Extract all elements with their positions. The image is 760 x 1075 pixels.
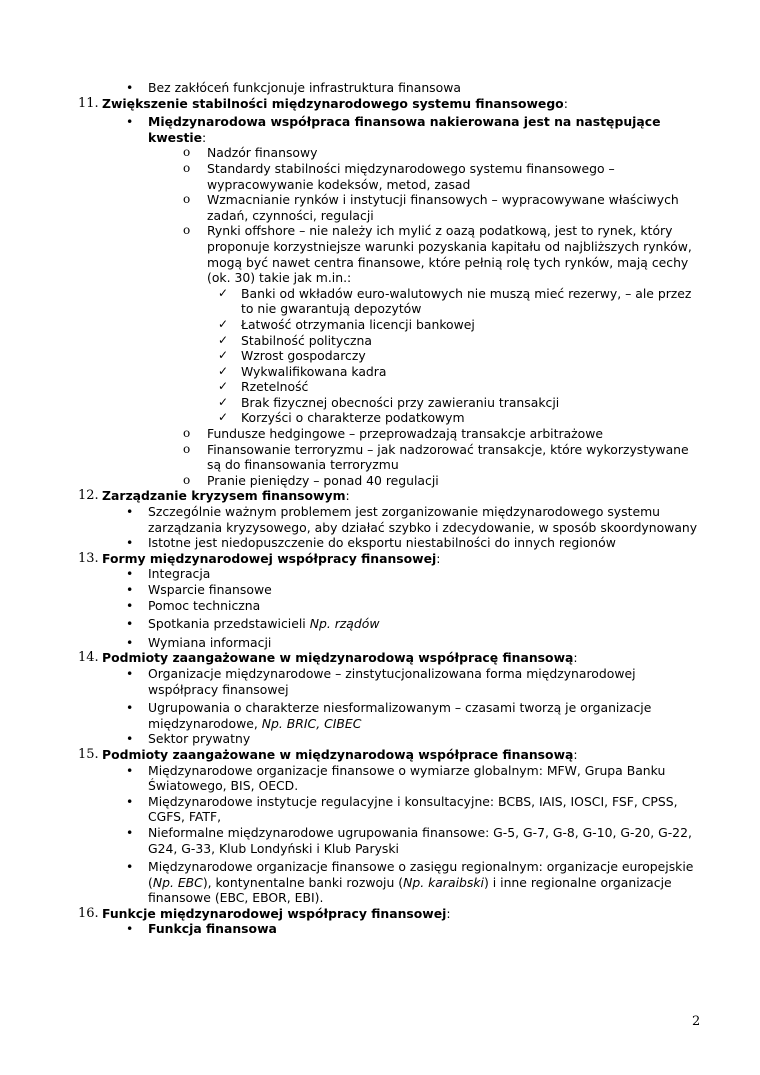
- s11-subitem-1: [78, 145, 698, 161]
- section-title: Podmioty zaangażowane w międzynarodową współprace finansową: [102, 746, 574, 762]
- bullet-text: Funkcja finansowa: [148, 921, 277, 937]
- bullet-dot-icon: •: [126, 859, 134, 875]
- check-text: Wykwalifikowana kadra: [241, 363, 387, 379]
- section-15-heading: [78, 747, 698, 763]
- bullet-text: Wsparcie finansowe: [148, 582, 272, 597]
- s11-check-8: [78, 410, 698, 426]
- section-colon: :: [573, 746, 578, 762]
- check-text: Rzetelność: [241, 379, 309, 395]
- section-title: Podmioty zaangażowane w międzynarodową współpracę finansową: [102, 650, 574, 666]
- bullet-text: Międzynarodowe organizacje finansowe o wymiarze globalnym: MFW, Grupa Banku Światowego, BIS, OECD.: [148, 762, 666, 794]
- section-colon: :: [345, 488, 350, 504]
- bullet-dot-icon: •: [126, 597, 134, 613]
- check-text: Łatwość otrzymania licencji bankowej: [241, 316, 475, 332]
- checkmark-icon: ✓: [218, 363, 229, 378]
- section-title: Formy międzynarodowej współpracy finansowej: [102, 550, 437, 566]
- bullet-italic-text: Np. EBC: [152, 874, 203, 890]
- check-text: Wzrost gospodarczy: [241, 348, 366, 364]
- s12-bullet-1: [78, 504, 698, 535]
- bullet-dot-icon: •: [126, 582, 134, 597]
- bullet-italic-text: Np. karaibski: [403, 874, 484, 890]
- s11-check-4: [78, 348, 698, 364]
- bullet-italic-text: Np. rządów: [309, 616, 380, 632]
- section-16-heading: [78, 906, 698, 922]
- bullet-text: Spotkania przedstawicieli: [148, 616, 310, 632]
- bullet-dot-icon: •: [126, 504, 134, 520]
- s13-bullet-4: [78, 616, 698, 632]
- section-number: 13.: [78, 550, 99, 566]
- s11-subitem-5: [78, 426, 698, 442]
- checkmark-icon: ✓: [218, 332, 229, 347]
- bullet-dot-icon: •: [126, 80, 134, 95]
- s15-bullet-3: [78, 825, 698, 856]
- checkmark-icon: ✓: [218, 316, 229, 331]
- subitem-text: Nadzór finansowy: [207, 145, 318, 161]
- bullet-circle-icon: o: [183, 145, 191, 160]
- section-11-heading: [78, 96, 698, 112]
- subitem-text: Rynki offshore – nie należy ich mylić z oazą podatkową, jest to rynek, który proponuje korzystniejsze warunki pozyskania kapitału od najbliższych rynków, mogą być nawet centra finansowe, które pełnią rolę tych rynków, mają cechy (ok. 30) takie jak m.in.:: [207, 223, 692, 286]
- check-text: Banki od wkładów euro-walutowych nie muszą mieć rezerwy, – ale przez to nie gwarantują depozytów: [241, 285, 692, 317]
- section-title: Zarządzanie kryzysem finansowym: [102, 488, 346, 504]
- s15-bullet-1: [78, 763, 698, 794]
- subitem-text: Fundusze hedgingowe – przeprowadzają transakcje arbitrażowe: [207, 426, 604, 442]
- bullet-text: Pomoc techniczna: [148, 597, 261, 613]
- check-text: Brak fizycznej obecności przy zawieraniu transakcji: [241, 394, 560, 410]
- section-colon: :: [446, 905, 451, 921]
- s13-bullet-2: [78, 582, 698, 598]
- s11-subitem-6: [78, 442, 698, 473]
- s14-bullet-2: [78, 700, 698, 731]
- checkmark-icon: ✓: [218, 348, 229, 363]
- bullet-text: Międzynarodowe organizacje finansowe o zasięgu regionalnym: organizacje europejskie (: [148, 859, 694, 890]
- subitem-text: Pranie pieniędzy – ponad 40 regulacji: [207, 472, 439, 488]
- section-colon: :: [573, 650, 578, 666]
- bullet-dot-icon: •: [126, 114, 134, 130]
- bullet-circle-icon: o: [183, 192, 191, 207]
- bullet-circle-icon: o: [183, 426, 191, 441]
- s11-check-6: [78, 379, 698, 395]
- s11-subitem-7: [78, 473, 698, 489]
- s11-check-2: [78, 317, 698, 333]
- s11-subitem-4: [78, 223, 698, 285]
- section-12-heading: [78, 488, 698, 504]
- check-text: Stabilność polityczna: [241, 332, 372, 348]
- s11-check-3: [78, 333, 698, 349]
- document-body: [78, 80, 698, 937]
- bullet-circle-icon: o: [183, 223, 191, 238]
- bullet-text: Organizacje międzynarodowe – zinstytucjonalizowana forma międzynarodowej współpracy finansowej: [148, 665, 636, 697]
- s11-subitem-3: [78, 192, 698, 223]
- section-title: Zwiększenie stabilności międzynarodowego systemu finansowego: [102, 95, 564, 111]
- bullet-circle-icon: o: [183, 441, 191, 456]
- bullet-dot-icon: •: [126, 634, 134, 650]
- section-number: 11.: [78, 95, 99, 111]
- s11-check-7: [78, 395, 698, 411]
- bullet-dot-icon: •: [126, 616, 134, 632]
- s13-bullet-1: [78, 566, 698, 582]
- checkmark-icon: ✓: [218, 285, 229, 300]
- subitem-text: Standardy stabilności międzynarodowego systemu finansowego – wypracowywanie kodeksów, metod, zasad: [207, 160, 615, 192]
- section-number: 16.: [78, 905, 99, 921]
- bullet-text: Integracja: [148, 566, 211, 582]
- s15-bullet-4: [78, 859, 698, 906]
- bullet-dot-icon: •: [126, 566, 134, 582]
- checkmark-icon: ✓: [218, 379, 229, 394]
- s16-bullet-1: [78, 921, 698, 937]
- section-14-heading: [78, 650, 698, 666]
- bullet-text: ), kontynentalne banki rozwoju (: [202, 874, 404, 890]
- bullet-text: Międzynarodowe instytucje regulacyjne i konsultacyjne: BCBS, IAIS, IOSCI, FSF, CPSS, CGFS, FATF,: [148, 793, 678, 825]
- s11-check-5: [78, 364, 698, 380]
- s11-bullet-1: [78, 114, 698, 145]
- intro-text: Bez zakłóceń funkcjonuje infrastruktura finansowa: [148, 80, 461, 95]
- s13-bullet-5: [78, 635, 698, 651]
- bullet-text: Ugrupowania o charakterze niesformalizowanym – czasami tworzą je organizacje międzynarodowe,: [148, 700, 652, 731]
- section-number: 12.: [78, 488, 99, 504]
- bullet-dot-icon: •: [126, 535, 134, 551]
- bullet-text: Istotne jest niedopuszczenie do eksportu niestabilności do innych regionów: [148, 535, 616, 551]
- s12-bullet-2: [78, 535, 698, 551]
- intro-bullet: [78, 80, 698, 96]
- bullet-text: ) i inne regionalne organizacje finansowe (EBC, EBOR, EBI).: [148, 874, 672, 906]
- section-title: Funkcje międzynarodowej współpracy finansowej: [102, 905, 447, 921]
- bullet-dot-icon: •: [126, 921, 134, 937]
- bullet-colon: :: [202, 129, 207, 145]
- bullet-dot-icon: •: [126, 824, 134, 840]
- bullet-dot-icon: •: [126, 665, 134, 681]
- bullet-dot-icon: •: [126, 731, 134, 747]
- subitem-text: Finansowanie terroryzmu – jak nadzorować transakcje, które wykorzystywane są do finansowania terroryzmu: [207, 441, 689, 473]
- s11-check-1: [78, 286, 698, 317]
- s15-bullet-2: [78, 794, 698, 825]
- checkmark-icon: ✓: [218, 410, 229, 425]
- bullet-circle-icon: o: [183, 160, 191, 175]
- section-number: 15.: [78, 746, 99, 762]
- section-colon: :: [563, 95, 568, 111]
- bullet-dot-icon: •: [126, 762, 134, 778]
- bullet-dot-icon: •: [126, 700, 134, 716]
- section-13-heading: [78, 551, 698, 567]
- bullet-italic-text: Np. BRIC, CIBEC: [261, 715, 362, 731]
- subitem-text: Wzmacnianie rynków i instytucji finansowych – wypracowywane właściwych zadań, czynności, regulacji: [207, 192, 679, 223]
- bullet-text: Nieformalne międzynarodowe ugrupowania finansowe: G-5, G-7, G-8, G-10, G-20, G-22, G24, G-33, Klub Londyński i Klub Paryski: [148, 824, 692, 856]
- bullet-dot-icon: •: [126, 793, 134, 809]
- checkmark-icon: ✓: [218, 394, 229, 409]
- check-text: Korzyści o charakterze podatkowym: [241, 410, 465, 426]
- page-number: 2: [692, 1014, 701, 1029]
- bullet-text: Sektor prywatny: [148, 731, 251, 747]
- s13-bullet-3: [78, 598, 698, 614]
- bullet-circle-icon: o: [183, 472, 191, 487]
- section-colon: :: [436, 550, 441, 566]
- section-number: 14.: [78, 650, 99, 666]
- s14-bullet-3: [78, 731, 698, 747]
- s14-bullet-1: [78, 666, 698, 697]
- s11-subitem-2: [78, 161, 698, 192]
- bullet-text: Wymiana informacji: [148, 634, 272, 650]
- bullet-text: Międzynarodowa współpraca finansowa nakierowana jest na następujące kwestie: [148, 114, 661, 145]
- bullet-text: Szczególnie ważnym problemem jest zorganizowanie międzynarodowego systemu zarządzania kryzysowego, aby działać szybko i zdecydowanie, w sposób skoordynowany: [148, 504, 698, 535]
